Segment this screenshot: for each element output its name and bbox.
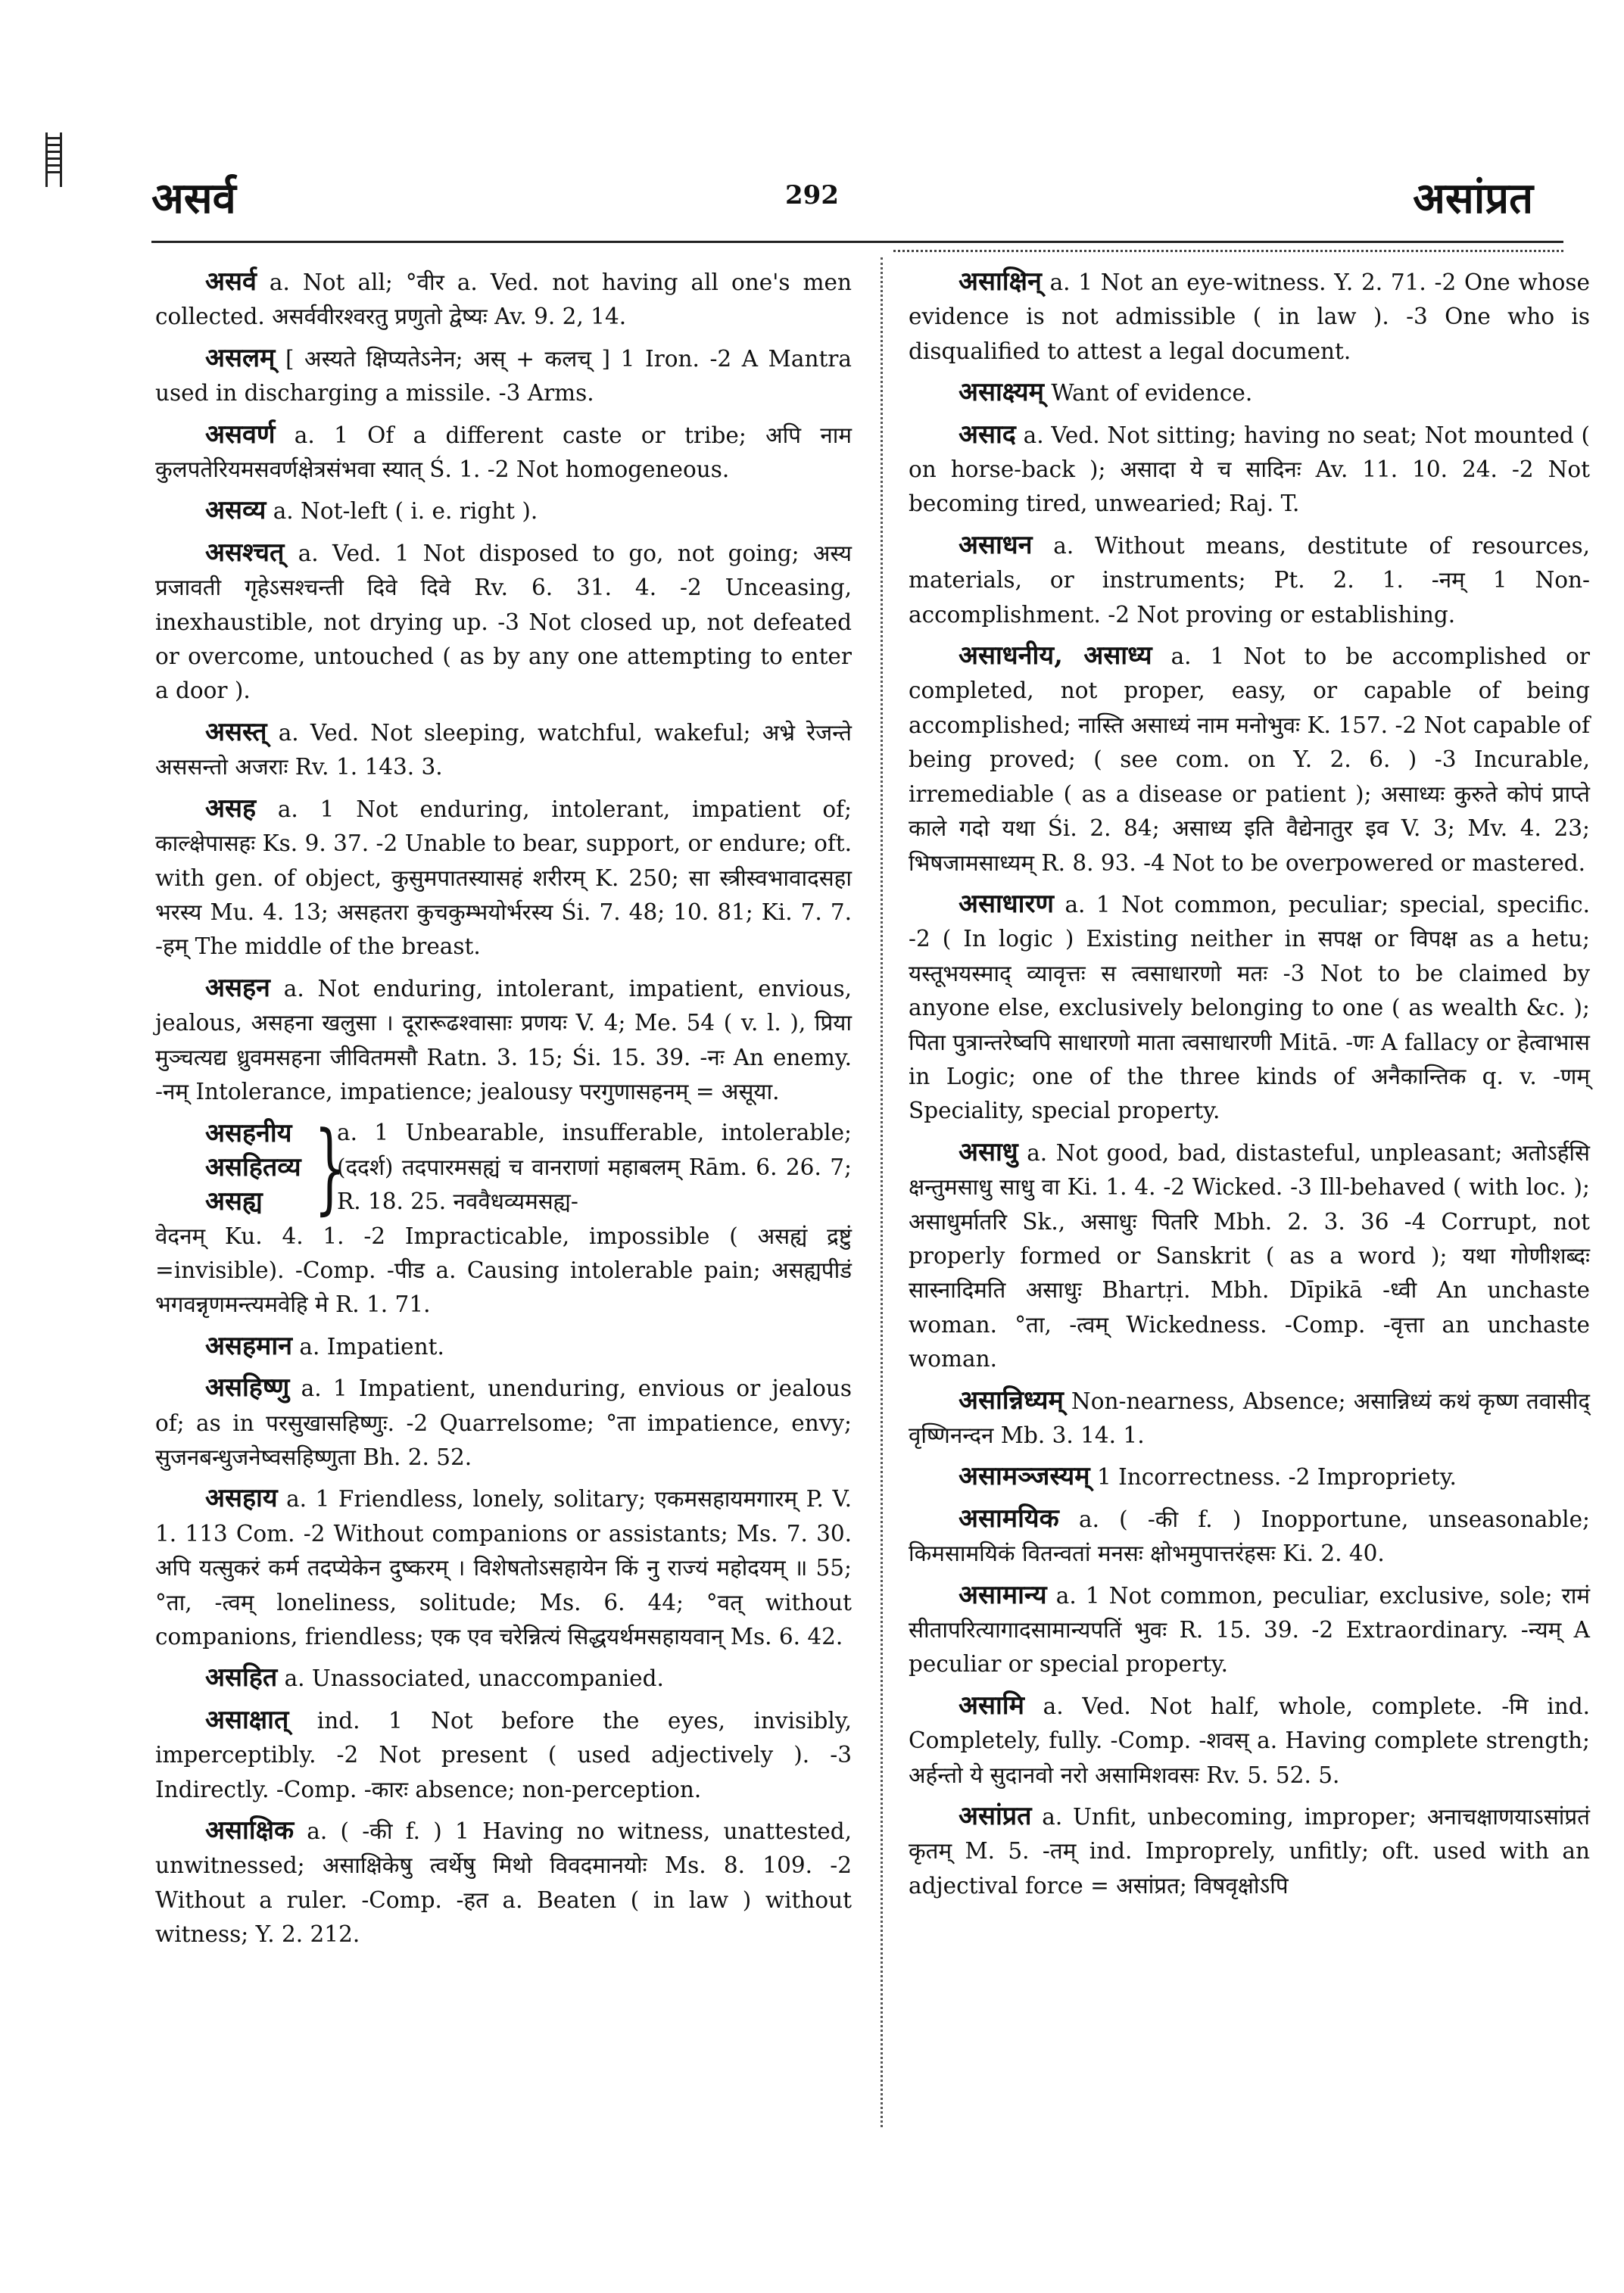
dictionary-entry [155,1329,852,1364]
dictionary-entry [155,265,852,335]
dictionary-entry [909,1689,1590,1793]
dictionary-entry [155,1481,852,1654]
definition: a. Ved. Not sleeping, watchful, wakeful; अभ्रे रेजन्ते अससन्तो अजराः Rv. 1. 143. 3. [155,719,852,780]
header-rule [151,241,1563,243]
headword: असश्चत् [205,537,285,568]
dictionary-entry [909,1136,1590,1377]
dictionary-entry [909,1384,1590,1453]
dictionary-entry [155,971,852,1110]
definition: a. 1 Friendless, lonely, solitary; एकमसहायमगारम् P. V. 1. 113 Com. -2 Without companions or assistants; Ms. 7. 30. अपि यत्सुकरं कर्म तदप्येकेन दुष्करम् । विशेषतोऽसहायेन किं नु राज्यं महोदयम् ॥ 55; °ता, -त्वम् loneliness, solitude; Ms. 6. 44; °वत् without companions, friendless; एक एव चरेन्नित्यं सिद्धयर्थमसहायवान् Ms. 6. 42. [155,1486,852,1650]
definition: a. 1 Not enduring, intolerant, impatient of; काल्क्षेपासहः Ks. 9. 37. -2 Unable to bear, support, or endure; oft. with gen. of object, कुसुमपातस्यासहं शरीरम् K. 250; सा स्त्रीस्वभावादसहा भरस्य Mu. 4. 13; असहतरा कुचकुम्भयोर्भरस्य Śi. 7. 48; 10. 81; Ki. 7. 7. -हम् The middle of the breast. [155,796,852,960]
left-column [155,265,852,1959]
headword: असाक्षात् [205,1704,289,1735]
definition: a. Impatient. [292,1333,444,1360]
headword: असहाय [205,1483,278,1514]
headword: असामञ्जस्यम् [959,1461,1090,1492]
definition: a. 1 Not common, peculiar; special, specific. -2 ( In logic ) Existing neither in सपक्ष or विपक्ष as a hetu; यस्तूभयस्माद् व्यावृत्तः स त्वसाधारणो मतः -3 Not to be claimed by anyone else, exclusively belonging to one ( as wealth &c. ); पिता पुत्रान्तरेष्वपि साधारणो माता त्वसाधारणी Mitā. -णः A fallacy or हेत्वाभास in Logic; one of the three kinds of अनैकान्तिक q. v. -णम् Speciality, special property. [909,891,1590,1124]
headword: असाक्षिन् [959,266,1042,297]
header-right-word: असांप्रत [1413,173,1533,223]
headword: असवर्ण [205,419,276,450]
definition: a. Not enduring, intolerant, impatient, envious, jealous, असहना खलुसा । दूरारूढश्वासाः प्रणयः V. 4; Me. 54 ( v. l. ), प्रिया मुञ्चत्यद्य ध्रुवमसहना जीवितमसौ Ratn. 3. 15; Śi. 15. 39. -नः An enemy. -नम् Intolerance, impatience; jealousy परगुणासहनम् = असूया. [155,975,852,1104]
dictionary-entry [155,715,852,785]
headword: असर्व [205,266,257,297]
definition: Want of evidence. [1043,380,1253,407]
headword: असान्निध्यम् [959,1385,1064,1416]
dictionary-entry [155,1371,852,1475]
header-left-word: असर्व [151,173,236,223]
headword: असाधु [959,1136,1018,1167]
definition: a. Ved. Not half, whole, complete. -मि ind. Completely, fully. -Comp. -शवस् a. Having complete strength; अर्हन्तो ये सुदानवो नरो असामिशवसः Rv. 5. 52. 5. [909,1693,1590,1788]
dictionary-entry [155,1814,852,1952]
dictionary-entry [155,1661,852,1696]
definition: [ अस्यते क्षिप्यतेऽनेन; अस् + कलच् ] 1 Iron. -2 A Mantra used in discharging a missile. -3 Arms. [155,345,852,407]
definition: a. Unassociated, unaccompanied. [277,1665,664,1692]
dictionary-entry [909,639,1590,880]
definition: 1 Incorrectness. -2 Impropriety. [1089,1464,1457,1491]
dictionary-entry [909,1502,1590,1572]
headword: असह्य [205,1185,263,1217]
column-divider [881,257,883,2127]
headword: असहितव्य [205,1151,301,1182]
dictionary-entry [909,265,1590,369]
headword: असव्य [205,495,267,526]
headword: असहन [205,972,270,1003]
headword: असाधारण [959,888,1054,919]
definition: a. Not-left ( i. e. right ). [266,498,538,525]
grouped-headwords [155,1117,307,1219]
definition: a. ( -की f. ) Inopportune, unseasonable; किमसामयिकं वितन्वतां मनसः क्षोभमुपात्तरंहसः Ki. 2. 40. [909,1506,1590,1567]
headword: असस्त् [205,716,267,747]
dictionary-entry [909,528,1590,632]
definition: a. 1 Not to be accomplished or completed, not proper, easy, or capable of being accomplished; नास्ति असाध्यं नाम मनोभुवः K. 157. -2 Not capable of being proved; ( see com. on Y. 2. 6. ) -3 Incurable, irremediable ( as a disease or patient ); असाध्यः कुरुते कोपं प्राप्ते काले गदो यथा Śi. 2. 84; असाध्य इति वैद्येनातुर इव V. 3; Mv. 4. 23; भिषजामसाध्यम् R. 8. 93. -4 Not to be overpowered or mastered. [909,643,1590,876]
definition: a. Without means, destitute of resources, materials, or instruments; Pt. 2. 1. -नम् 1 Non-accomplishment. -2 Not proving or establishing. [909,532,1590,628]
dictionary-entry [909,887,1590,1129]
definition: a. 1 Not common, peculiar, exclusive, sole; रामं सीतापरित्यागादसामान्यपतिं भुवः R. 15. 39. -2 Extraordinary. -न्यम् A peculiar or special property. [909,1582,1590,1678]
headword: असाद [959,419,1016,450]
definition: a. 1 Unbearable, insufferable, intolerable; (ददर्श) तदपारमसह्यं च वानराणां महाबलम् Rām. 6. 26. 7; R. 18. 25. नववैधव्यमसह्य- [337,1120,852,1215]
definition-continued: वेदनम् Ku. 4. 1. -2 Impracticable, impossible ( असह्यं द्रष्टुं =invisible). -Comp. -पीड a. Causing intolerable pain; असह्यपीडं भगवन्नृणमन्त्यमवेहि मे R. 1. 71. [155,1223,852,1318]
dictionary-entry [909,1578,1590,1682]
dictionary-entry [155,418,852,488]
dictionary-entry [909,1799,1590,1903]
brace-glyph: } [314,1110,346,1226]
dictionary-entry [155,494,852,528]
headword: असलम् [205,342,276,373]
definition: a. 1 Impatient, unenduring, envious or jealous of; as in परसुखासहिष्णुः. -2 Quarrelsome; °ता impatience, envy; सुजनबन्धुजनेष्वसहिष्णुता Bh. 2. 52. [155,1375,852,1470]
margin-mark [45,132,62,187]
right-column [909,265,1590,1910]
headword: असहित [205,1662,278,1693]
page-number: 292 [785,180,839,210]
dictionary-entry [909,375,1590,410]
headword: असामान्य [959,1579,1047,1610]
definition: ind. 1 Not before the eyes, invisibly, imperceptibly. -2 Not present ( used adjectively ). -3 Indirectly. -Comp. -कारः absence; non-perception. [155,1707,852,1802]
headword: असाक्षिक [205,1815,295,1846]
dictionary-entry [909,418,1590,522]
definition: a. 1 Of a different caste or tribe; अपि नाम कुलपतेरियमसवर्णक्षेत्रसंभवा स्यात् Ś. 1. -2 Not homogeneous. [155,422,852,483]
dictionary-entry [155,341,852,411]
header-rule-dotted [893,250,1563,252]
definition: a. Ved. 1 Not disposed to go, not going; अस्य प्रजावती गृहेऽसश्चन्ती दिवे दिवे Rv. 6. 31. 4. -2 Unceasing, inexhaustible, not drying up. -3 Not closed up, not defeated or overcome, untouched ( as by any one attempting to enter a door ). [155,540,852,704]
dictionary-entry [909,1460,1590,1494]
definition: Non-nearness, Absence; असान्निध्यं कथं कृष्ण तवासीद् वृष्णिनन्दन Mb. 3. 14. 1. [909,1388,1590,1448]
headword: असह [205,793,257,824]
dictionary-entry [155,1703,852,1807]
headword: असामि [959,1690,1024,1721]
headword: असाधन [959,529,1033,560]
definition: a. Ved. Not sitting; having no seat; Not mounted ( on horse-back ); असादा ये च सादिनः Av. 11. 10. 24. -2 Not becoming tired, unwearied; Raj. T. [909,422,1590,517]
dictionary-entry [155,792,852,964]
dictionary-entry [155,536,852,709]
headword: असहिष्णु [205,1372,290,1404]
definition: a. Unfit, unbecoming, improper; अनाचक्षाणयाऽसांप्रतं कृतम् M. 5. -तम् ind. Improprely, unfitly; oft. used with an adjectival force = असांप्रत; विषवृक्षोऽपि [909,1804,1590,1899]
grouped-entry [155,1110,852,1226]
headword: असांप्रत [959,1801,1032,1832]
definition: a. ( -की f. ) 1 Having no witness, unattested, unwitnessed; असाक्षिकेषु त्वर्थेषु मिथो विवदमानयोः Ms. 8. 109. -2 Without a ruler. -Comp. -हत a. Beaten ( in law ) without witness; Y. 2. 212. [155,1818,852,1948]
headword: असहमान [205,1330,293,1361]
headword: असामयिक [959,1503,1059,1534]
definition: a. Not all; °वीर a. Ved. not having all one's men collected. असर्ववीरश्वरतु प्रणुतो द्वेष्यः Av. 9. 2, 14. [155,269,852,330]
headword: असाधनीय, असाध्य [959,640,1152,671]
headword: असाक्ष्यम् [959,377,1044,408]
definition: a. 1 Not an eye-witness. Y. 2. 71. -2 One whose evidence is not admissible ( in law ). -3 One who is disqualified to attest a legal document. [909,269,1590,364]
headword: असहनीय [205,1117,292,1148]
definition: a. Not good, bad, distasteful, unpleasant; अतोऽर्हसि क्षन्तुमसाधु साधु वा Ki. 1. 4. -2 Wicked. -3 Ill-behaved ( with loc. ); असाधुर्मातरि Sk., असाधुः पितरि Mbh. 2. 3. 36 -4 Corrupt, not properly formed or Sanskrit ( as a word ); यथा गोणीशब्दः सास्नादिमति असाधुः Bhartṛi. Mbh. Dīpikā -ध्वी An unchaste woman. °ता, -त्वम् Wickedness. -Comp. -वृत्ता an unchaste woman. [909,1139,1590,1372]
